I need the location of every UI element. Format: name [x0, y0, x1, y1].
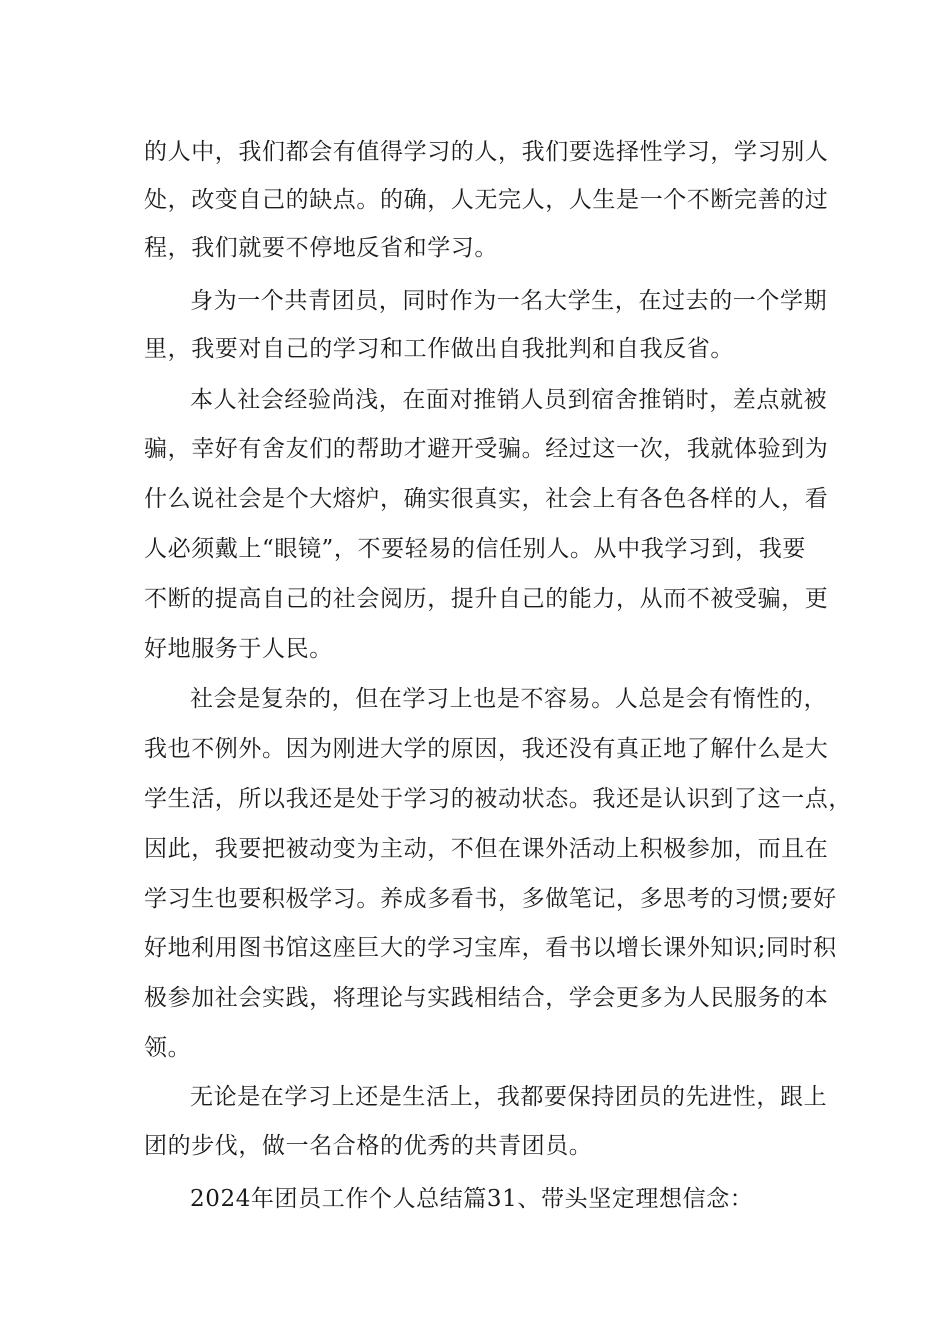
text-line: 程，我们就要不停地反省和学习。	[144, 235, 498, 261]
text-line: 里，我要对自己的学习和工作做出自我批判和自我反省。	[144, 336, 734, 362]
text-line: 什么说社会是个大熔炉，确实很真实，社会上有各色各样的人，看	[144, 486, 829, 512]
text-line: 处，改变自己的缺点。的确，人无完人，人生是一个不断完善的过	[144, 187, 829, 213]
text-line: 好地利用图书馆这座巨大的学习宝库，看书以增长课外知识;同时积	[144, 935, 837, 961]
text-line: 好地服务于人民。	[144, 636, 333, 662]
text-line: 因此，我要把被动变为主动，不但在课外活动上积极参加，而且在	[144, 836, 829, 862]
section-heading-line: 2024年团员工作个人总结篇31、带头坚定理想信念：	[190, 1186, 754, 1212]
text-line: 本人社会经验尚浅，在面对推销人员到宿舍推销时，差点就被	[190, 387, 828, 413]
text-line: 学习生也要积极学习。养成多看书，多做笔记，多思考的习惯;要好	[144, 886, 837, 912]
text-line: 领。	[144, 1035, 192, 1061]
text-line: 无论是在学习上还是生活上，我都要保持团员的先进性，跟上	[190, 1084, 828, 1110]
text-line: 学生活，所以我还是处于学习的被动状态。我还是认识到了这一点，	[144, 786, 852, 812]
text-line: 的人中，我们都会有值得学习的人，我们要选择性学习，学习别人	[144, 139, 829, 165]
text-line: 社会是复杂的，但在学习上也是不容易。人总是会有惰性的，	[190, 686, 828, 712]
text-line: 人必须戴上“眼镜”，不要轻易的信任别人。从中我学习到，我要	[144, 536, 806, 562]
text-line: 骗，幸好有舍友们的帮助才避开受骗。经过这一次，我就体验到为	[144, 436, 829, 462]
text-line: 极参加社会实践，将理论与实践相结合，学会更多为人民服务的本	[144, 985, 829, 1011]
text-line: 我也不例外。因为刚进大学的原因，我还没有真正地了解什么是大	[144, 736, 829, 762]
text-line: 团的步伐，做一名合格的优秀的共青团员。	[144, 1133, 593, 1159]
text-line: 不断的提高自己的社会阅历，提升自己的能力，从而不被受骗，更	[144, 586, 829, 612]
text-line: 身为一个共青团员，同时作为一名大学生，在过去的一个学期	[190, 288, 828, 314]
